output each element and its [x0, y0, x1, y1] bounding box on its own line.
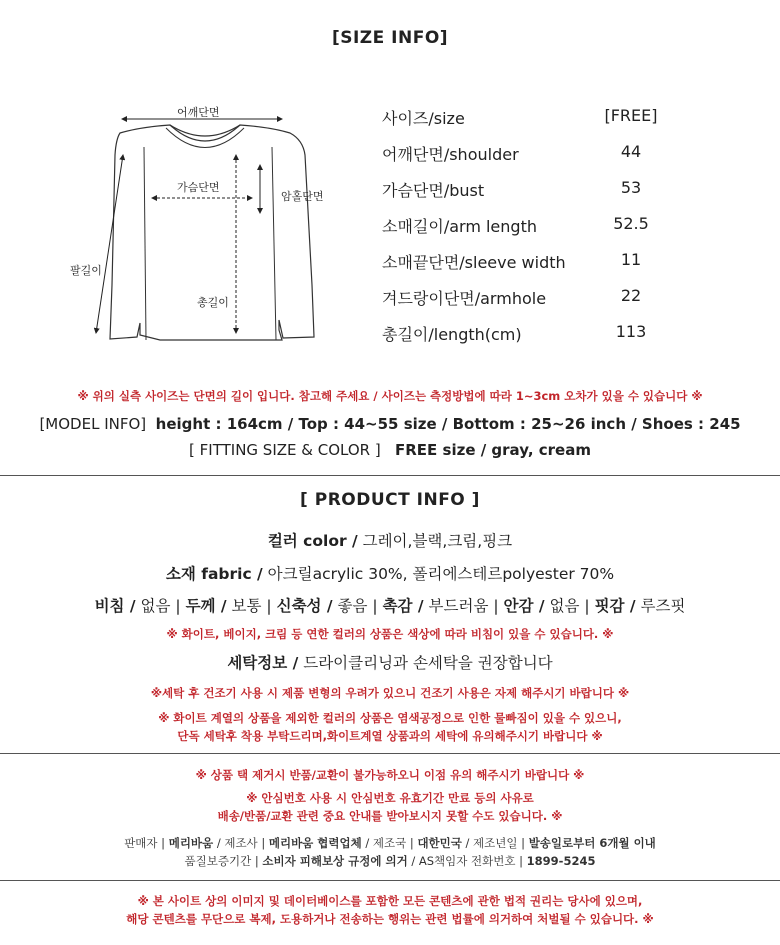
as-label: / AS책임자 전화번호 | — [411, 854, 524, 868]
tag-removal-notice: ※ 상품 택 제거시 반품/교환이 불가능하오니 이점 유의 해주시기 바랍니다 ※ — [195, 768, 585, 782]
stretch-value: 좋음 — [337, 597, 368, 615]
stretch-label: 신축성 / — [276, 597, 333, 615]
product-color — [0, 529, 780, 551]
separator: | — [493, 597, 499, 615]
copyright-line-1: ※ 본 사이트 상의 이미지 및 데이터베이스를 포함한 모든 콘텐츠에 관한 법적 권리는 당사에 있으며, — [137, 894, 643, 908]
arm-length-arrow — [96, 155, 123, 333]
separator: | — [266, 597, 272, 615]
size-row-label: 사이즈/size — [382, 109, 465, 128]
separator: | — [175, 597, 181, 615]
see-through-notice: ※ 화이트, 베이지, 크림 등 연한 컬러의 상품은 색상에 따라 비침이 있을 수 있습니다. ※ — [166, 627, 614, 641]
wash-info — [0, 651, 780, 673]
warranty-value: 소비자 피해보상 규정에 의거 — [262, 854, 408, 868]
lining-value: 없음 — [549, 597, 580, 615]
garment-size-diagram — [60, 95, 350, 355]
fit-value: 루즈핏 — [640, 597, 686, 615]
as-phone-value: 1899-5245 — [526, 854, 596, 868]
size-row — [382, 142, 682, 172]
thickness-label: 두께 / — [185, 597, 227, 615]
diagram-label-length: 총길이 — [197, 296, 229, 309]
size-row-label: 가슴단면/bust — [382, 181, 485, 200]
see-through-label: 비침 / — [94, 597, 136, 615]
size-row-label: 총길이/length(cm) — [382, 325, 522, 344]
safe-number-notice-line-2: 배송/반품/교환 관련 중요 안내를 받아보시지 못할 수도 있습니다. ※ — [217, 809, 563, 823]
divider — [0, 475, 780, 476]
size-info-title: [SIZE INFO] — [331, 28, 449, 48]
seller-label: 판매자 | — [124, 836, 166, 850]
separator: | — [584, 597, 590, 615]
model-info — [0, 415, 780, 433]
seller-info-line-2 — [0, 853, 780, 869]
fabric-value: 아크릴acrylic 30%, 폴리에스테르polyester 70% — [267, 565, 615, 583]
size-row-value: 22 — [620, 286, 642, 305]
size-row-value: 44 — [620, 142, 642, 161]
model-info-details: height : 164cm / Top : 44~55 size / Bottom : 25~26 inch / Shoes : 245 — [155, 415, 741, 433]
size-row-value: 113 — [615, 322, 647, 341]
size-row — [382, 214, 682, 244]
size-row-label: 소매길이/arm length — [382, 217, 537, 236]
separator: | — [372, 597, 378, 615]
size-row-value: 52.5 — [613, 214, 649, 233]
size-row — [382, 322, 682, 352]
country-value: 대한민국 — [417, 836, 462, 850]
seller-info-line-1 — [0, 835, 780, 851]
date-label: / 제조년일 | — [465, 836, 526, 850]
touch-label: 촉감 / — [382, 597, 424, 615]
wash-label: 세탁정보 / — [227, 654, 299, 672]
model-info-tag: [MODEL INFO] — [39, 415, 147, 433]
safe-number-notice-line-1: ※ 안심번호 사용 시 안심번호 유효기간 만료 등의 사유로 — [246, 791, 534, 805]
fitting-info-tag: [ FITTING SIZE & COLOR ] — [189, 441, 381, 459]
dye-notice-line-1: ※ 화이트 계열의 상품을 제외한 컬러의 상품은 염색공정으로 인한 물빠짐이 있을 수 있으니, — [158, 711, 622, 725]
maker-label: / 제조사 | — [216, 836, 266, 850]
size-row-label: 어깨단면/shoulder — [382, 145, 519, 164]
divider — [0, 753, 780, 754]
thickness-value: 보통 — [231, 597, 262, 615]
warranty-label: 품질보증기간 | — [184, 854, 259, 868]
dye-notice-line-2: 단독 세탁후 착용 부탁드리며,화이트계열 상품과의 세탁에 유의해주시기 바랍니다 ※ — [177, 729, 603, 743]
see-through-value: 없음 — [140, 597, 171, 615]
product-fabric — [0, 562, 780, 584]
size-row-label: 겨드랑이단면/armhole — [382, 289, 547, 308]
diagram-label-armhole: 암홀단면 — [281, 190, 324, 203]
divider — [0, 880, 780, 881]
copyright-line-2: 해당 콘텐츠를 무단으로 복제, 도용하거나 전송하는 행위는 관련 법률에 의거하여 처벌될 수 있습니다. ※ — [126, 912, 654, 926]
size-row-value: [FREE] — [604, 106, 658, 125]
size-row — [382, 178, 682, 208]
size-row-label: 소매끝단면/sleeve width — [382, 253, 566, 272]
lining-label: 안감 / — [503, 597, 545, 615]
size-row-value: 53 — [620, 178, 642, 197]
size-row — [382, 250, 682, 280]
diagram-label-bust: 가슴단면 — [177, 181, 220, 194]
color-label: 컬러 color / — [267, 532, 358, 550]
fitting-info-details: FREE size / gray, cream — [395, 441, 591, 459]
fitting-info — [0, 441, 780, 459]
date-value: 발송일로부터 6개월 이내 — [528, 836, 656, 850]
size-notice: ※ 위의 실측 사이즈는 단면의 길이 입니다. 참고해 주세요 / 사이즈는 측정방법에 따라 1~3cm 오차가 있을 수 있습니다 ※ — [77, 389, 703, 403]
diagram-label-shoulder: 어깨단면 — [177, 106, 220, 119]
diagram-label-arm: 팔길이 — [70, 264, 102, 277]
fit-label: 핏감 / — [594, 597, 636, 615]
dryer-notice: ※세탁 후 건조기 사용 시 제품 변형의 우려가 있으니 건조기 사용은 자제 해주시기 바랍니다 ※ — [150, 686, 630, 700]
maker-value: 메리바움 협력업체 — [268, 836, 362, 850]
size-row-value: 11 — [620, 250, 642, 269]
touch-value: 부드러움 — [428, 597, 489, 615]
wash-value: 드라이클리닝과 손세탁을 권장합니다 — [303, 654, 553, 672]
country-label: / 제조국 | — [365, 836, 414, 850]
product-attributes — [0, 594, 780, 616]
product-info-title: [ PRODUCT INFO ] — [300, 490, 480, 510]
size-row — [382, 106, 682, 136]
size-row — [382, 286, 682, 316]
fabric-label: 소재 fabric / — [165, 565, 263, 583]
seller-value: 메리바움 — [168, 836, 214, 850]
color-value: 그레이,블랙,크림,핑크 — [362, 532, 513, 550]
